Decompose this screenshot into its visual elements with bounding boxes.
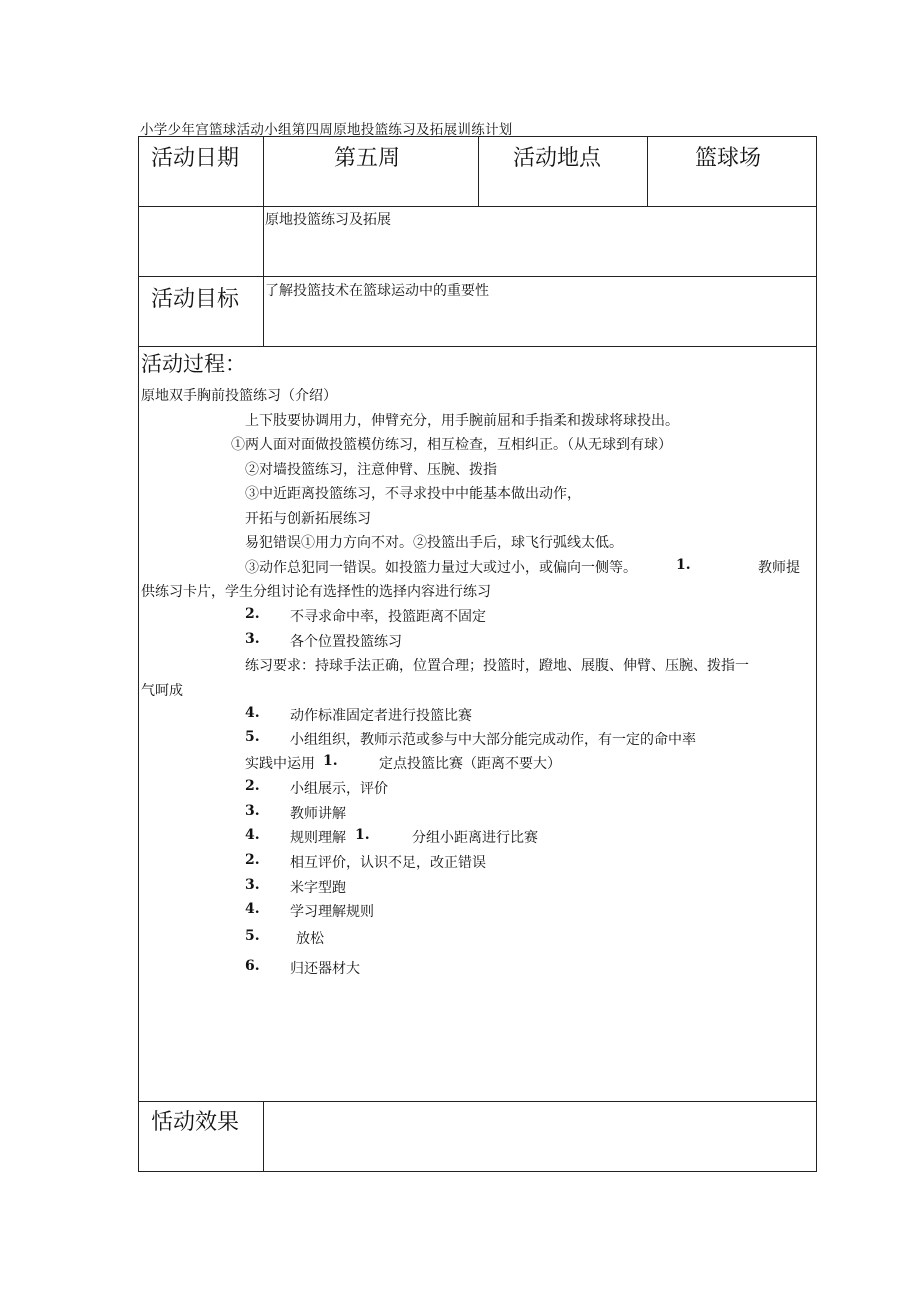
process-line: 实践中运用 bbox=[245, 756, 315, 772]
step-number: 3. bbox=[245, 631, 260, 647]
row-divider bbox=[138, 276, 817, 277]
activity-content-value: 原地投篮练习及拓展 bbox=[265, 212, 391, 228]
process-line: 分组小距离进行比赛 bbox=[412, 830, 538, 846]
step-number: 4. bbox=[245, 827, 260, 843]
process-line: 小组组织，教师示范或参与中大部分能完成动作，有一定的命中率 bbox=[290, 732, 696, 748]
step-number: 3. bbox=[245, 803, 260, 819]
activity-place-label: 活动地点 bbox=[513, 146, 602, 171]
process-line: 供练习卡片，学生分组讨论有选择性的选择内容进行练习 bbox=[141, 584, 491, 600]
process-line: 易犯错误①用力方向不对。②投篮出手后，球飞行弧线太低。 bbox=[245, 535, 623, 551]
step-number: 5. bbox=[245, 729, 260, 745]
step-number: 1. bbox=[676, 557, 691, 573]
process-line: 原地双手胸前投篮练习（介绍） bbox=[141, 388, 337, 404]
row-divider bbox=[138, 206, 817, 207]
process-line: 学习理解规则 bbox=[290, 904, 374, 920]
step-number: 4. bbox=[245, 705, 260, 721]
step-number: 3. bbox=[245, 877, 260, 893]
process-line: ①两人面对面做投篮模仿练习，相互检查，互相纠正。（从无球到有球） bbox=[231, 437, 672, 453]
activity-date-value: 第五周 bbox=[334, 146, 401, 171]
process-line: 开拓与创新拓展练习 bbox=[245, 511, 371, 527]
process-line: 小组展示，评价 bbox=[290, 781, 388, 797]
process-line: 各个位置投篮练习 bbox=[290, 634, 402, 650]
process-line: ②对墙投篮练习，注意伸臂、压腕、拨指 bbox=[245, 462, 497, 478]
process-line: 规则理解 bbox=[290, 830, 346, 846]
activity-goal-label: 活动目标 bbox=[151, 287, 240, 312]
process-line: 教师提 bbox=[758, 560, 800, 576]
activity-goal-value: 了解投篮技术在篮球运动中的重要性 bbox=[265, 283, 489, 299]
column-divider bbox=[263, 1101, 264, 1172]
row-divider bbox=[138, 346, 817, 347]
process-line: 归还器材大 bbox=[290, 961, 360, 977]
step-number: 6. bbox=[245, 958, 260, 974]
step-number: 1. bbox=[323, 753, 338, 769]
process-line: 定点投篮比赛（距离不要大） bbox=[379, 756, 561, 772]
step-number: 1. bbox=[355, 827, 370, 843]
process-line: 气呵成 bbox=[141, 683, 183, 699]
step-number: 4. bbox=[245, 901, 260, 917]
process-line: 练习要求：持球手法正确，位置合理；投篮时，蹬地、展腹、伸臂、压腕、拨指一 bbox=[245, 658, 749, 674]
column-divider bbox=[263, 136, 264, 346]
column-divider bbox=[478, 136, 479, 206]
activity-date-label: 活动日期 bbox=[151, 146, 240, 171]
row-divider bbox=[138, 1101, 817, 1102]
process-line: 上下肢要协调用力，伸臂充分，用手腕前屈和手指柔和拨球将球投出。 bbox=[245, 413, 679, 429]
activity-effect-label: 恬动效果 bbox=[151, 1110, 240, 1135]
activity-place-value: 篮球场 bbox=[695, 146, 762, 171]
step-number: 2. bbox=[245, 606, 260, 622]
process-line: 动作标准固定者进行投篮比赛 bbox=[290, 708, 472, 724]
process-line: 放松 bbox=[296, 931, 324, 947]
step-number: 2. bbox=[245, 852, 260, 868]
process-line: 教师讲解 bbox=[290, 806, 346, 822]
document-title: 小学少年宫篮球活动小组第四周原地投篮练习及拓展训练计划 bbox=[140, 122, 513, 138]
process-line: ③中近距离投篮练习，不寻求投中中能基本做出动作， bbox=[245, 486, 581, 502]
process-title: 活动过程： bbox=[141, 352, 246, 376]
column-divider bbox=[647, 136, 648, 206]
step-number: 2. bbox=[245, 778, 260, 794]
process-line: 不寻求命中率，投篮距离不固定 bbox=[290, 609, 486, 625]
process-line: 米字型跑 bbox=[290, 880, 346, 896]
process-line: ③动作总犯同一错误。如投篮力量过大或过小，或偏向一侧等。 bbox=[245, 560, 637, 576]
process-line: 相互评价，认识不足，改正错误 bbox=[290, 855, 486, 871]
step-number: 5. bbox=[245, 928, 260, 944]
